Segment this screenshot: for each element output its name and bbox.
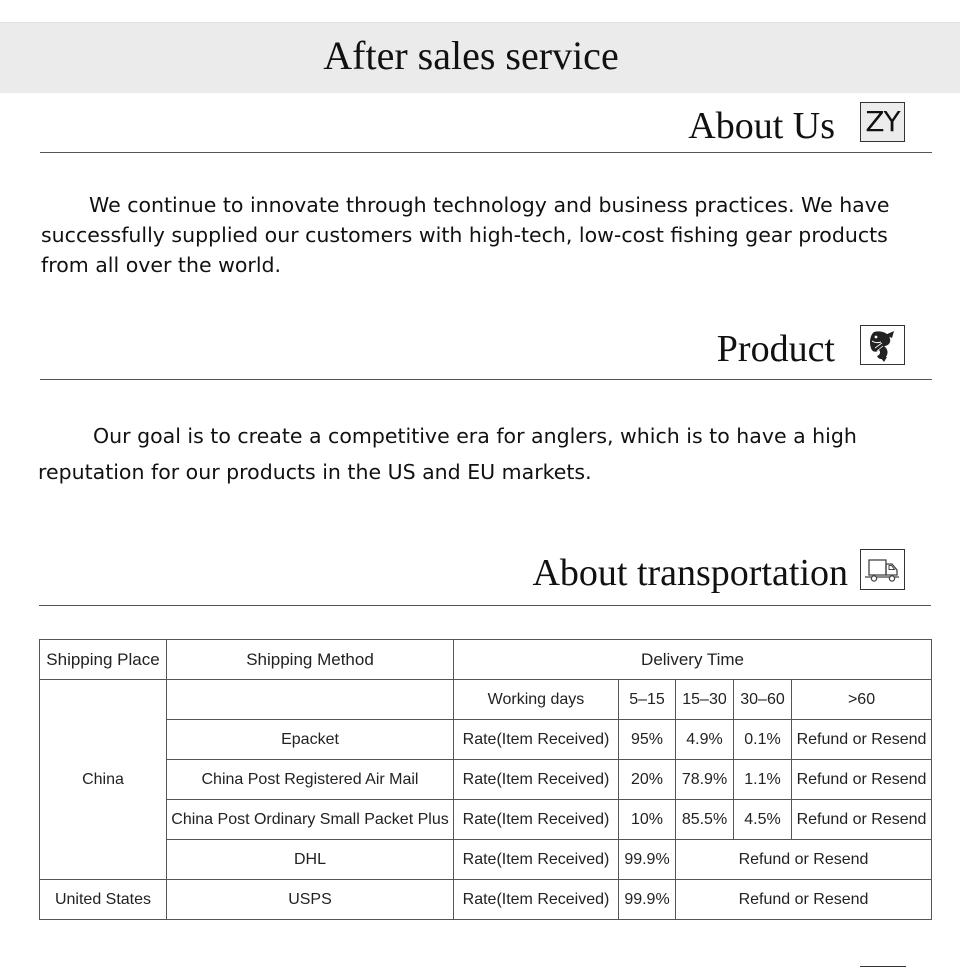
page-title: After sales service <box>323 33 619 78</box>
working-days-label: Working days <box>454 680 619 720</box>
rate-label-cell: Rate(Item Received) <box>454 800 619 840</box>
value-cell: 1.1% <box>734 760 792 800</box>
about-us-text <box>41 190 890 280</box>
value-cell: 10% <box>619 800 676 840</box>
transportation-divider <box>39 605 931 606</box>
method-empty-cell <box>167 680 454 720</box>
value-cell: Refund or Resend <box>792 760 932 800</box>
method-cell: Epacket <box>167 720 454 760</box>
about-us-heading: About Us <box>688 105 835 147</box>
table-row <box>40 720 932 760</box>
table-header-row <box>40 640 932 680</box>
product-divider <box>40 379 932 380</box>
range-cell: >60 <box>792 680 932 720</box>
range-cell: 5–15 <box>619 680 676 720</box>
range-cell: 30–60 <box>734 680 792 720</box>
value-cell: 95% <box>619 720 676 760</box>
fish-icon <box>860 325 905 365</box>
shipping-table <box>39 639 932 920</box>
value-cell: Refund or Resend <box>792 800 932 840</box>
about-us-line-2: successfully supplied our customers with high-tech, low-cost fishing gear products <box>41 223 888 247</box>
table-row <box>40 800 932 840</box>
rate-label-cell: Rate(Item Received) <box>454 720 619 760</box>
value-cell: 99.9% <box>619 880 676 920</box>
range-cell: 15–30 <box>676 680 734 720</box>
table-row <box>40 840 932 880</box>
value-cell: 20% <box>619 760 676 800</box>
product-line-2: reputation for our products in the US and EU markets. <box>38 460 592 484</box>
rate-label-cell: Rate(Item Received) <box>454 840 619 880</box>
value-cell: Refund or Resend <box>792 720 932 760</box>
table-row <box>40 680 932 720</box>
value-cell-merged: Refund or Resend <box>676 880 932 920</box>
about-us-divider <box>40 152 932 153</box>
value-cell: 99.9% <box>619 840 676 880</box>
table-row <box>40 760 932 800</box>
rate-label-cell: Rate(Item Received) <box>454 760 619 800</box>
next-section-icon-edge <box>860 966 906 967</box>
zy-logo-icon: ZY <box>860 102 905 142</box>
product-line-1: Our goal is to create a competitive era for anglers, which is to have a high <box>93 424 857 448</box>
header-shipping-place: Shipping Place <box>40 640 167 680</box>
value-cell-merged: Refund or Resend <box>676 840 932 880</box>
place-china: China <box>40 680 167 880</box>
method-cell: China Post Registered Air Mail <box>167 760 454 800</box>
rate-label-cell: Rate(Item Received) <box>454 880 619 920</box>
product-text <box>38 418 857 490</box>
value-cell: 78.9% <box>676 760 734 800</box>
method-cell: DHL <box>167 840 454 880</box>
truck-icon <box>860 549 905 590</box>
value-cell: 0.1% <box>734 720 792 760</box>
header-shipping-method: Shipping Method <box>167 640 454 680</box>
method-cell: China Post Ordinary Small Packet Plus <box>167 800 454 840</box>
place-united-states: United States <box>40 880 167 920</box>
value-cell: 4.5% <box>734 800 792 840</box>
value-cell: 85.5% <box>676 800 734 840</box>
header-delivery-time: Delivery Time <box>454 640 932 680</box>
transportation-heading: About transportation <box>532 552 848 594</box>
value-cell: 4.9% <box>676 720 734 760</box>
table-row <box>40 880 932 920</box>
about-us-line-1: We continue to innovate through technology and business practices. We have <box>89 193 890 217</box>
method-cell: USPS <box>167 880 454 920</box>
product-heading: Product <box>716 328 835 370</box>
about-us-line-3: from all over the world. <box>41 253 282 277</box>
